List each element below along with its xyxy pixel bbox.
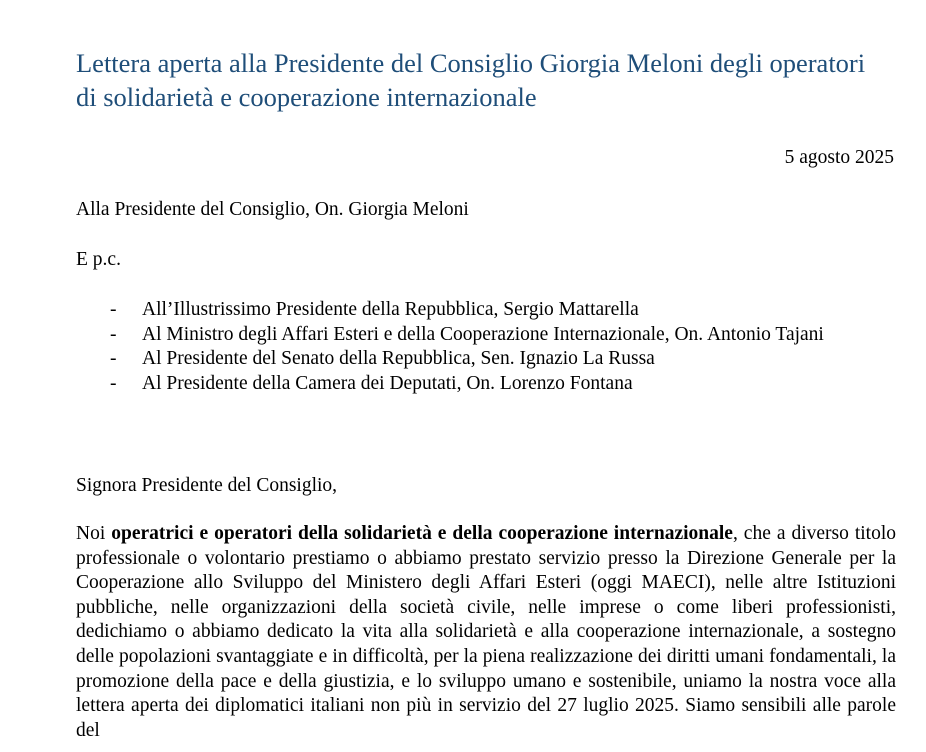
bullet-dash: - xyxy=(110,323,117,345)
cc-list xyxy=(76,298,876,396)
cc-recipient: Al Presidente del Senato della Repubblica, Sen. Ignazio La Russa xyxy=(142,348,655,369)
letter-title: Lettera aperta alla Presidente del Consiglio Giorgia Meloni degli operatori di solidarietà e cooperazione internazionale xyxy=(76,48,866,112)
letter-date: 5 agosto 2025 xyxy=(784,147,894,168)
cc-recipient: Al Presidente della Camera dei Deputati, On. Lorenzo Fontana xyxy=(142,372,633,394)
cc-list-item xyxy=(76,372,876,397)
body-bold-phrase: operatrici e operatori della solidarietà e della cooperazione internazionale xyxy=(111,523,733,544)
cc-label: E p.c. xyxy=(76,249,121,270)
salutation: Signora Presidente del Consiglio, xyxy=(76,475,338,496)
body-rest: , che a diverso titolo professionale o volontario prestiamo o abbiamo prestato servizio presso la Direzione Generale per la Cooperazione allo Sviluppo del Ministero degli Affari Esteri (oggi MAECI), nelle altre Istituzioni pubbliche, nelle organizzazioni della società civile, nelle imprese o come liberi professionisti, dedichiamo o abbiamo dedicato la vita alla solidarietà e alla cooperazione internazionale, a sostegno delle popolazioni svantaggiate e in difficoltà, per la piena realizzazione dei diritti umani fondamentali, la promozione della pace e della giustizia, e lo sviluppo umano e sostenibile, uniamo la nostra voce alla lettera aperta dei diplomatici italiani non più in servizio del 27 luglio 2025. Siamo sensibili alle parole del xyxy=(76,523,896,741)
cc-recipient: All’Illustrissimo Presidente della Repubblica, Sergio Mattarella xyxy=(142,299,639,320)
body-prefix: Noi xyxy=(76,523,112,544)
cc-list-item xyxy=(76,323,876,348)
cc-list-item xyxy=(76,347,876,372)
cc-recipient: Al Ministro degli Affari Esteri e della Cooperazione Internazionale, On. Antonio Tajani xyxy=(142,323,824,345)
cc-list-item xyxy=(76,298,876,323)
addressee-line: Alla Presidente del Consiglio, On. Giorgia Meloni xyxy=(76,199,469,220)
body-paragraph xyxy=(76,522,896,743)
bullet-dash: - xyxy=(110,372,117,394)
bullet-dash: - xyxy=(110,348,117,369)
bullet-dash: - xyxy=(110,299,117,320)
